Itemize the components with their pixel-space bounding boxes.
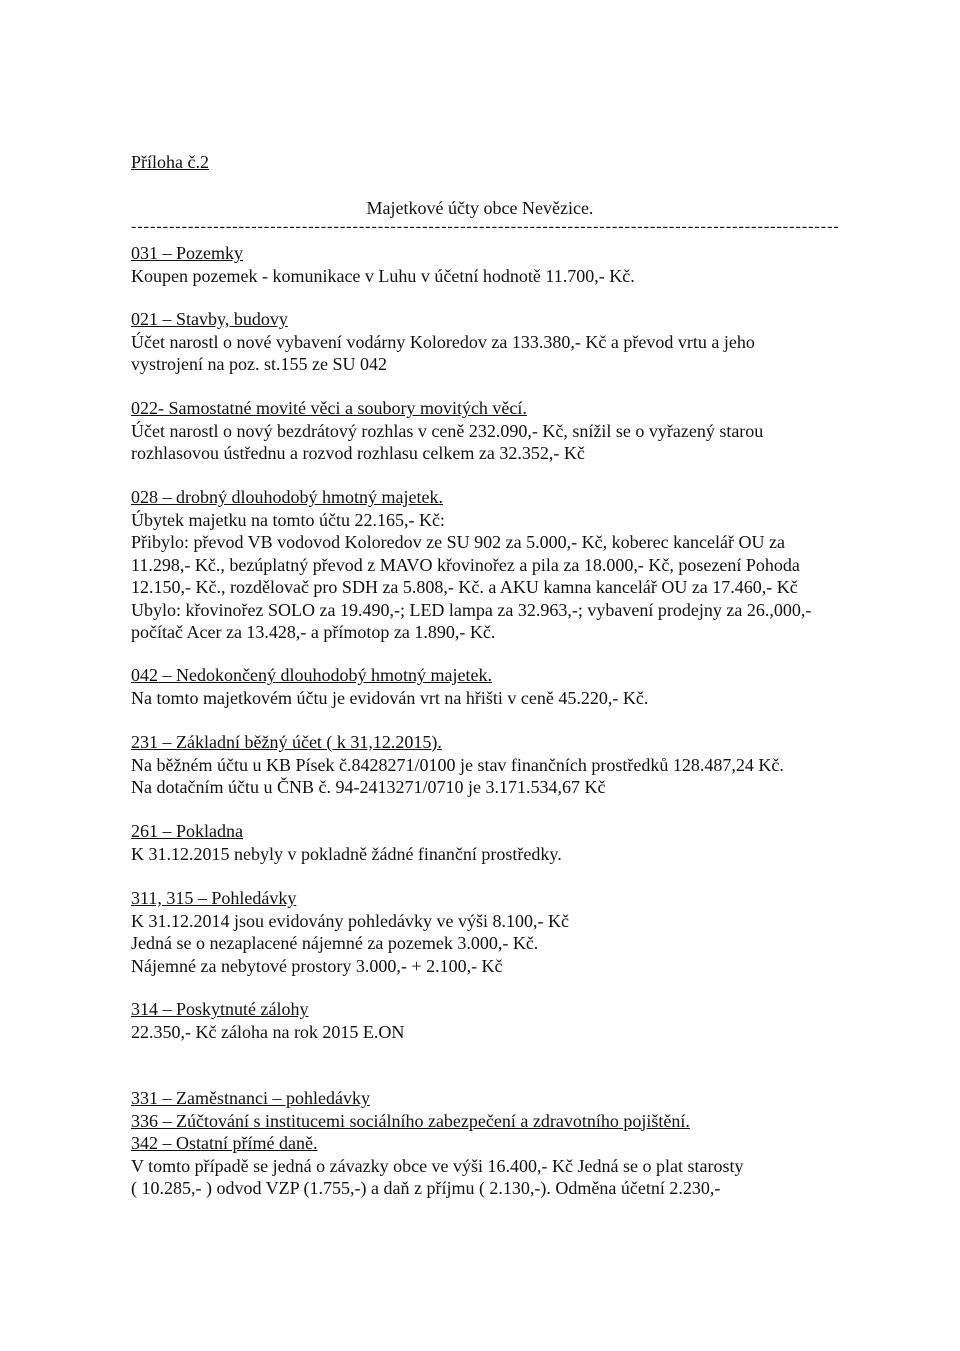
section-line: Účet narostl o nový bezdrátový rozhlas v ceně 232.090,- Kč, snížil se o vyřazený starou — [131, 420, 764, 441]
section-261 — [131, 820, 871, 865]
section-line: Úbytek majetku na tomto účtu 22.165,- Kč: — [131, 509, 445, 530]
section-021 — [131, 308, 871, 376]
section-line: 11.298,- Kč., bezúplatný převod z MAVO křovinořez a pila za 18.000,- Kč, posezení Pohoda — [131, 554, 800, 575]
section-heading: 331 – Zaměstnanci – pohledávky — [131, 1088, 370, 1108]
section-line: Přibylo: převod VB vodovod Koloredov ze SU 902 za 5.000,- Kč, koberec kancelář OU za — [131, 532, 785, 552]
section-line: K 31.12.2014 jsou evidovány pohledávky ve výši 8.100,- Kč — [131, 910, 569, 931]
section-line: Účet narostl o nové vybavení vodárny Koloredov za 133.380,- Kč a převod vrtu a jeho — [131, 331, 755, 352]
section-line: počítač Acer za 13.428,- a přímotop za 1.890,- Kč. — [131, 622, 496, 642]
section-line: ( 10.285,- ) odvod VZP (1.755,-) a daň z příjmu ( 2.130,-). Odměna účetní 2.230,- — [131, 1178, 721, 1198]
section-line: Jedná se o nezaplacené nájemné za pozemek 3.000,- Kč. — [131, 933, 539, 953]
section-line: Na dotačním účtu u ČNB č. 94-2413271/0710 je 3.171.534,67 Kč — [131, 777, 606, 797]
section-042 — [131, 664, 871, 709]
section-heading: 031 – Pozemky — [131, 243, 243, 263]
section-line: Koupen pozemek - komunikace v Luhu v účetní hodnotě 11.700,- Kč. — [131, 265, 635, 286]
section-line: Na běžném účtu u KB Písek č.8428271/0100 je stav finančních prostředků 128.487,24 Kč. — [131, 754, 784, 775]
section-line: 22.350,- Kč záloha na rok 2015 E.ON — [131, 1021, 405, 1042]
section-heading: 042 – Nedokončený dlouhodobý hmotný majetek. — [131, 665, 492, 685]
section-line: rozhlasovou ústřednu a rozvod rozhlasu celkem za 32.352,- Kč — [131, 443, 585, 463]
section-331-336-342 — [131, 1087, 871, 1200]
section-line: Na tomto majetkovém účtu je evidován vrt na hřišti v ceně 45.220,- Kč. — [131, 687, 649, 708]
section-heading: 342 – Ostatní přímé daně. — [131, 1133, 318, 1153]
section-heading: 021 – Stavby, budovy — [131, 309, 288, 329]
appendix-number: Příloha č.2 — [131, 152, 209, 172]
section-231 — [131, 731, 871, 799]
section-line: Ubylo: křovinořez SOLO za 19.490,-; LED lampa za 32.963,-; vybavení prodejny za 26.,000,- — [131, 599, 812, 620]
section-022 — [131, 397, 871, 465]
section-heading: 231 – Základní běžný účet ( k 31,12.2015). — [131, 732, 442, 752]
separator-line: ---------------------------------------------------------------------------------------------------------------- — [131, 219, 840, 235]
section-heading: 311, 315 – Pohledávky — [131, 888, 297, 908]
section-line: vystrojení na poz. st.155 ze SU 042 — [131, 354, 387, 374]
section-heading: 028 – drobný dlouhodobý hmotný majetek. — [131, 487, 443, 507]
section-031 — [131, 242, 871, 287]
section-311-315 — [131, 887, 871, 977]
section-heading: 314 – Poskytnuté zálohy — [131, 999, 309, 1019]
appendix-label — [131, 151, 871, 174]
section-028 — [131, 486, 871, 644]
section-line: 12.150,- Kč., rozdělovač pro SDH za 5.808,- Kč. a AKU kamna kancelář OU za 17.460,- Kč — [131, 577, 798, 597]
section-heading: 261 – Pokladna — [131, 821, 243, 841]
section-line: Nájemné za nebytové prostory 3.000,- + 2.100,- Kč — [131, 955, 503, 976]
section-line: K 31.12.2015 nebyly v pokladně žádné finanční prostředky. — [131, 843, 562, 864]
section-line: V tomto případě se jedná o závazky obce ve výši 16.400,- Kč Jedná se o plat starosty — [131, 1155, 744, 1176]
section-heading: 336 – Zúčtování s institucemi sociálního zabezpečení a zdravotního pojištění. — [131, 1110, 690, 1131]
section-heading: 022- Samostatné movité věci a soubory movitých věcí. — [131, 398, 527, 418]
document-title: Majetkové účty obce Nevězice. — [366, 198, 594, 218]
section-314 — [131, 998, 871, 1043]
